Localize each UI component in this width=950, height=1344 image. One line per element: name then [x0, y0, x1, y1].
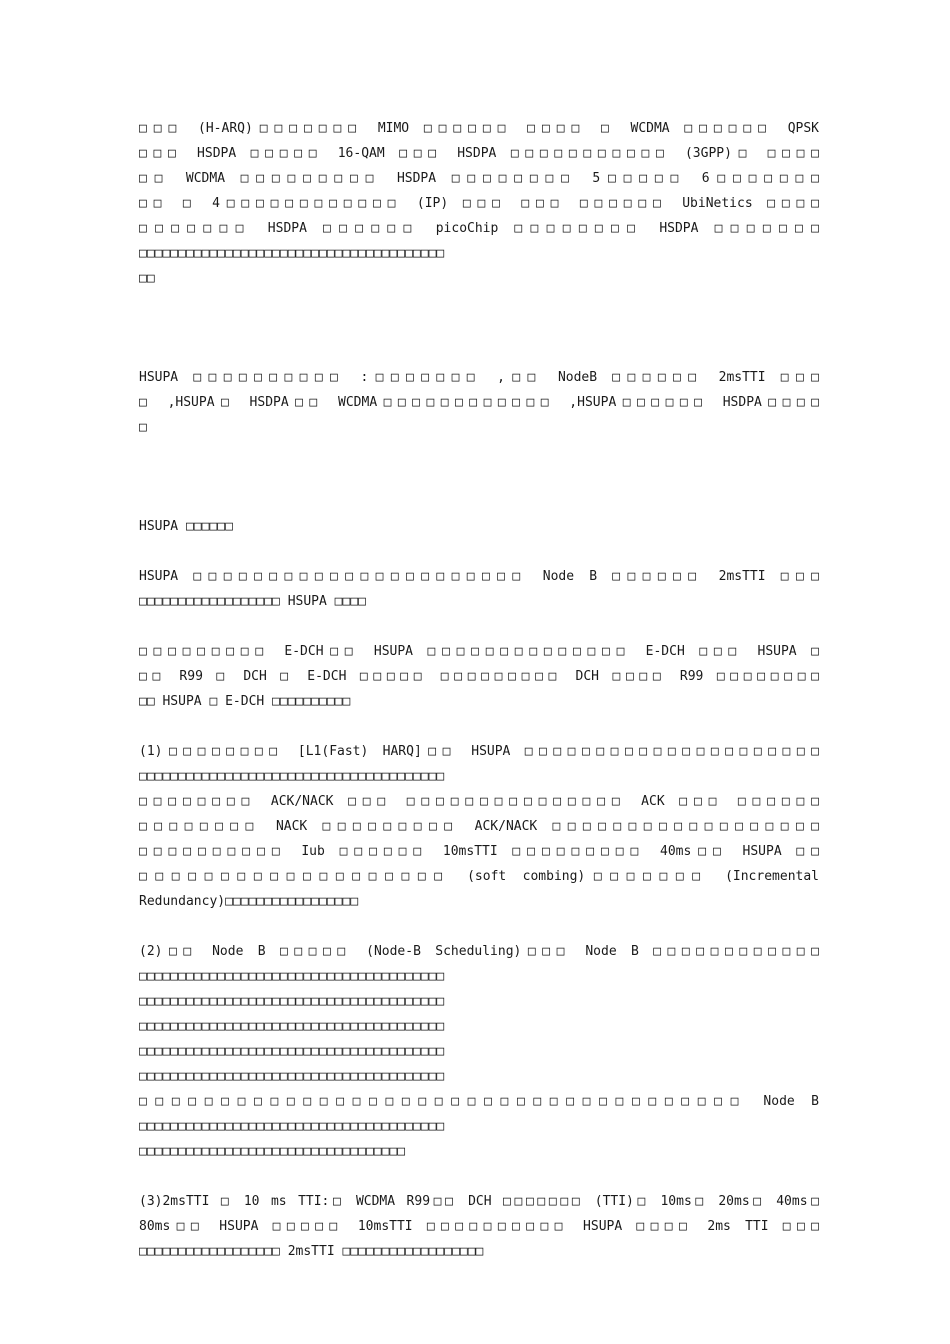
- paragraph-hsupa-tech: [139, 564, 819, 614]
- paragraph-harq: [139, 739, 819, 914]
- paragraph-gap: [139, 440, 819, 489]
- paragraph-hsupa-summary: [139, 365, 819, 440]
- paragraph-gap: [139, 539, 819, 564]
- text-line: □□□□□□□□□□□□□□□□□□□□□□□□□□□□□□□□□□□□□□□: [139, 1019, 445, 1034]
- text-line: □□□□□□□□□□□□□□□□□□ HSUPA □□□□: [139, 594, 366, 609]
- paragraph-gap: [139, 291, 819, 340]
- text-line: □□□□□□□□□□□□□□□□□□ 2msTTI □□□□□□□□□□□□□□□□□□: [139, 1244, 484, 1259]
- text-line: □□ □ 4□□□□□□□□□□□□ (IP) □□□ □□□ □□□□□□ UbiNetics □□□□: [139, 196, 819, 211]
- text-line: (1)□□□□□□□□ [L1(Fast) HARQ]□□ HSUPA □□□□□□□□□□□□□□□□□□□□□: [139, 744, 819, 759]
- paragraph-gap: [139, 1164, 819, 1189]
- heading-text: HSUPA □□□□□□: [139, 519, 233, 534]
- paragraph-gap: [139, 340, 819, 365]
- paragraph-gap: [139, 614, 819, 639]
- text-line: □□□□□□□□□□□□□□□□□□□□□□□□□□□□□□□□□□□□□□□: [139, 1119, 445, 1134]
- paragraph-nodeb-scheduling: [139, 939, 819, 1164]
- section-heading-hsupa: [139, 514, 819, 539]
- text-line: Redundancy)□□□□□□□□□□□□□□□□□: [139, 894, 359, 909]
- text-line: □□□□□□□□□□□□□□□□□□□□□□□□□□□□□□□□□□□□□□□: [139, 1044, 445, 1059]
- text-line: □□ WCDMA □□□□□□□□□ HSDPA □□□□□□□□ 5□□□□□ 6□□□□□□□: [139, 171, 819, 186]
- paragraph-hsdpa-overview: [139, 116, 819, 291]
- text-line: □□ HSUPA □ E-DCH □□□□□□□□□□: [139, 694, 351, 709]
- paragraph-gap: [139, 714, 819, 739]
- text-line: □□□□□□□□□□□□□□□□□□□□□□□□□□□□□□□□□□□□□□□: [139, 969, 445, 984]
- text-line: □□□ HSDPA □□□□□ 16-QAM □□□ HSDPA □□□□□□□□□□□ (3GPP)□ □□□□: [139, 146, 819, 161]
- paragraph-gap: [139, 914, 819, 939]
- text-line: □□□□□□□□□□□□□□□□□□□□□□□□□□□□□□□□□□: [139, 1144, 406, 1159]
- text-line: □□□□□□□□□□□□□□□□□□□□□□□□□□□□□□□□□□□□□ Node B: [139, 1094, 819, 1109]
- text-line: □□□□□□□□□ E-DCH□□ HSUPA □□□□□□□□□□□□□□ E-DCH □□□ HSUPA □: [139, 644, 819, 659]
- text-line: □□: [139, 271, 155, 286]
- text-line: 80ms□□ HSUPA □□□□□ 10msTTI □□□□□□□□□□ HSUPA □□□□ 2ms TTI □□□: [139, 1219, 819, 1234]
- text-line: □□□□□□□□ NACK □□□□□□□□□ ACK/NACK □□□□□□□□□□□□□□□□□□: [139, 819, 819, 834]
- text-line: (3)2msTTI □ 10 ms TTI:□ WCDMA R99□□ DCH □□□□□□□ (TTI)□ 10ms□ 20ms□ 40ms□: [139, 1194, 819, 1209]
- text-line: □□□ (H-ARQ)□□□□□□□ MIMO □□□□□□ □□□□ □ WCDMA □□□□□□ QPSK: [139, 121, 819, 136]
- text-line: □□□□□□□ HSDPA □□□□□□ picoChip □□□□□□□□ HSDPA □□□□□□□: [139, 221, 819, 236]
- text-line: □□□□□□□□□□□□□□□□□□□□□□□□□□□□□□□□□□□□□□□: [139, 994, 445, 1009]
- text-line: □□□□□□□□□□□□□□□□□□□□□□□□□□□□□□□□□□□□□□□: [139, 1069, 445, 1084]
- text-line: (2)□□ Node B □□□□□ (Node-B Scheduling)□□□ Node B □□□□□□□□□□□□: [139, 944, 819, 959]
- paragraph-tti: [139, 1189, 819, 1264]
- text-line: HSUPA □□□□□□□□□□ :□□□□□□□ ,□□ NodeB □□□□□□ 2msTTI □□□: [139, 370, 819, 385]
- text-line: □□□□□□□□□□□□□□□□□□□□□□□□□□□□□□□□□□□□□□□: [139, 246, 445, 261]
- text-line: □□□□□□□□□□□□□□□□□□□□□□□□□□□□□□□□□□□□□□□: [139, 769, 445, 784]
- text-line: □□ R99 □ DCH □ E-DCH □□□□□ □□□□□□□□□ DCH □□□□ R99 □□□□□□□□: [139, 669, 819, 684]
- text-line: □□□□□□□□□□ Iub □□□□□□ 10msTTI □□□□□□□□□ 40ms□□ HSUPA □□: [139, 844, 819, 859]
- text-line: □□□□□□□□□□□□□□□□□□□ (soft combing)□□□□□□□ (Incremental: [139, 869, 819, 884]
- text-line: □: [139, 420, 147, 435]
- text-line: HSUPA □□□□□□□□□□□□□□□□□□□□□□ Node B □□□□□□ 2msTTI □□□: [139, 569, 819, 584]
- text-line: □□□□□□□□ ACK/NACK □□□ □□□□□□□□□□□□□□□ ACK □□□ □□□□□□: [139, 794, 819, 809]
- document-body: [139, 116, 819, 1264]
- text-line: □ ,HSUPA□ HSDPA□□ WCDMA□□□□□□□□□□□□ ,HSUPA□□□□□□ HSDPA□□□□: [139, 395, 819, 410]
- paragraph-edch: [139, 639, 819, 714]
- paragraph-gap: [139, 489, 819, 514]
